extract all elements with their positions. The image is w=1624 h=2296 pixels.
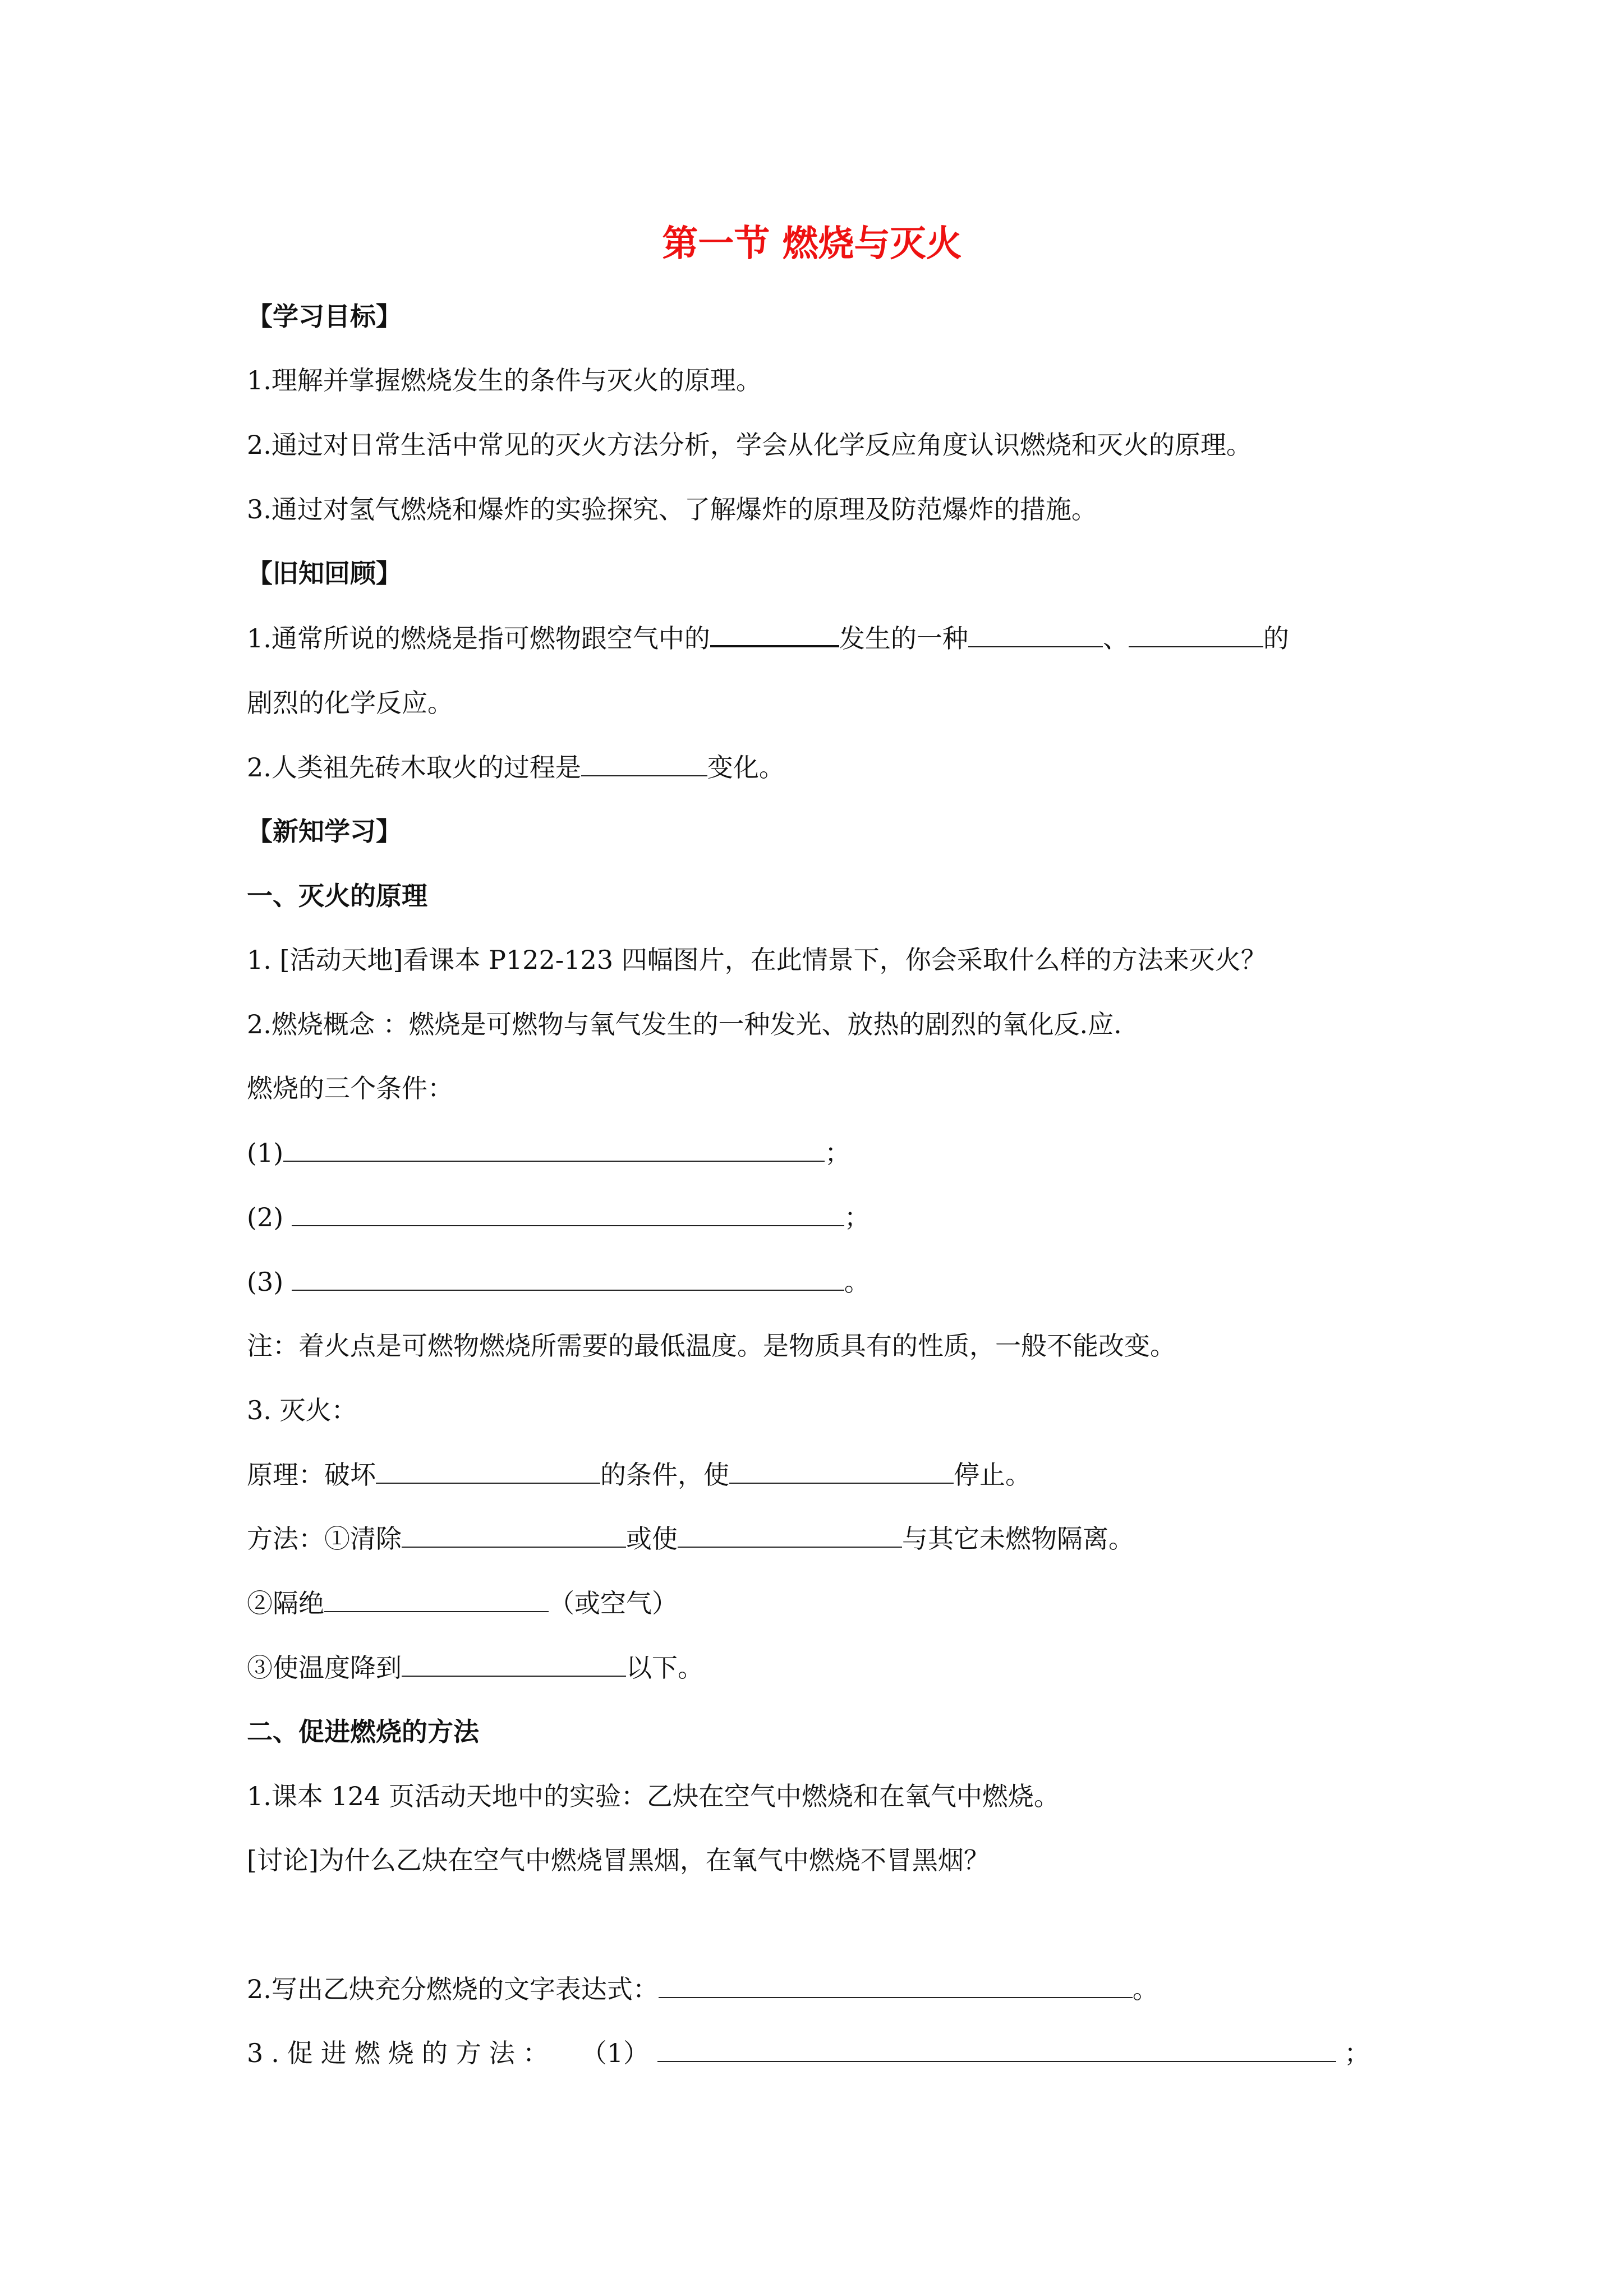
answer-blank[interactable]	[324, 1591, 549, 1612]
review-q1-text-b: 发生的一种	[839, 623, 968, 654]
extinguish-method-2	[247, 1586, 678, 1620]
review-q1-separator: 、	[1102, 623, 1129, 654]
answer-blank[interactable]	[581, 755, 707, 776]
page-title: 第一节 燃烧与灭火	[662, 223, 962, 265]
extinguish-principle	[247, 1458, 1031, 1492]
answer-blank[interactable]	[729, 1462, 954, 1484]
part1-item-3: 3. 灭火：	[247, 1395, 357, 1425]
review-q2-text-b: 变化。	[707, 752, 785, 783]
method-2-text-b: （或空气）	[549, 1588, 678, 1618]
condition-3-number: (3)	[247, 1267, 284, 1297]
item2-text-a: 2.写出乙炔充分燃烧的文字表达式：	[247, 1974, 659, 2004]
part2-item-1: 1.课本 124 页活动天地中的实验：乙炔在空气中燃烧和在氧气中燃烧。	[247, 1781, 1060, 1811]
review-q1-text-c: 的	[1263, 623, 1289, 654]
method-text-c: 与其它未燃物隔离。	[902, 1524, 1134, 1554]
part1-item-1: 1. [活动天地]看课本 P122-123 四幅图片，在此情景下，你会采取什么样的方法来灭火？	[247, 945, 1267, 975]
answer-blank[interactable]	[968, 626, 1103, 647]
part2-heading: 二、促进燃烧的方法	[247, 1717, 479, 1747]
answer-blank[interactable]	[659, 1977, 1133, 1998]
new-learning-heading: 【新知学习】	[247, 816, 402, 846]
method-3-text-b: 以下。	[626, 1653, 703, 1683]
condition-1-number: (1)	[247, 1138, 284, 1168]
answer-blank[interactable]	[376, 1462, 600, 1484]
goal-item: 3.通过对氢气燃烧和爆炸的实验探究、了解爆炸的原理及防范爆炸的措施。	[247, 494, 1097, 524]
method-3-text-a: ③使温度降到	[247, 1653, 402, 1683]
condition-2-end: ；	[844, 1202, 870, 1232]
answer-blank[interactable]	[283, 1140, 825, 1162]
answer-blank[interactable]	[292, 1269, 844, 1291]
review-q2-text-a: 2.人类祖先砖木取火的过程是	[247, 752, 581, 783]
goal-item: 2.通过对日常生活中常见的灭火方法分析，学会从化学反应角度认识燃烧和灭火的原理。	[247, 430, 1252, 460]
condition-1-end: ；	[825, 1138, 851, 1168]
method-2-text-a: ②隔绝	[247, 1588, 324, 1618]
condition-3-end: 。	[844, 1267, 870, 1297]
principle-text-a: 原理：破坏	[247, 1460, 376, 1490]
part2-item-2	[247, 1972, 1158, 2006]
answer-blank[interactable]	[710, 625, 839, 647]
item3-text-a: 3.促进燃烧的方法：	[247, 2038, 556, 2068]
goals-heading: 【学习目标】	[247, 301, 402, 332]
part1-item-2: 2.燃烧概念 ：燃烧是可燃物与氧气发生的一种发光、放热的剧烈的氧化反.应.	[247, 1009, 1122, 1039]
condition-1	[247, 1136, 850, 1170]
answer-blank[interactable]	[657, 2041, 1336, 2062]
goal-item: 1.理解并掌握燃烧发生的条件与灭火的原理。	[247, 365, 762, 395]
review-question-1	[247, 622, 1289, 655]
ignition-point-note: 注：着火点是可燃物燃烧所需要的最低温度。是物质具有的性质，一般不能改变。	[247, 1331, 1176, 1361]
answer-blank[interactable]	[402, 1655, 626, 1677]
review-question-1-continued: 剧烈的化学反应。	[247, 688, 453, 718]
discussion-question: [讨论]为什么乙炔在空气中燃烧冒黑烟，在氧气中燃烧不冒黑烟？	[247, 1845, 990, 1875]
conditions-label: 燃烧的三个条件：	[247, 1073, 453, 1103]
extinguish-method-1	[247, 1522, 1134, 1556]
method-text-a: 方法：①清除	[247, 1524, 402, 1554]
review-q1-text-a: 1.通常所说的燃烧是指可燃物跟空气中的	[247, 623, 710, 654]
principle-text-c: 停止。	[954, 1460, 1031, 1490]
condition-2-number: (2)	[247, 1202, 284, 1232]
method-text-b: 或使	[626, 1524, 678, 1554]
answer-blank[interactable]	[1129, 626, 1263, 647]
review-question-2	[247, 751, 785, 784]
principle-text-b: 的条件，使	[600, 1460, 729, 1490]
item2-text-b: 。	[1132, 1974, 1158, 2004]
part2-item-3	[247, 2036, 1370, 2070]
review-heading: 【旧知回顾】	[247, 558, 402, 588]
item3-text-b: （1）	[581, 2038, 650, 2068]
item3-text-c: ；	[1344, 2038, 1370, 2068]
extinguish-method-3	[247, 1651, 703, 1685]
condition-3	[247, 1265, 870, 1299]
part1-heading: 一、灭火的原理	[247, 881, 427, 911]
answer-blank[interactable]	[292, 1205, 844, 1226]
answer-blank[interactable]	[402, 1526, 626, 1548]
answer-blank[interactable]	[678, 1526, 902, 1548]
condition-2	[247, 1200, 870, 1234]
